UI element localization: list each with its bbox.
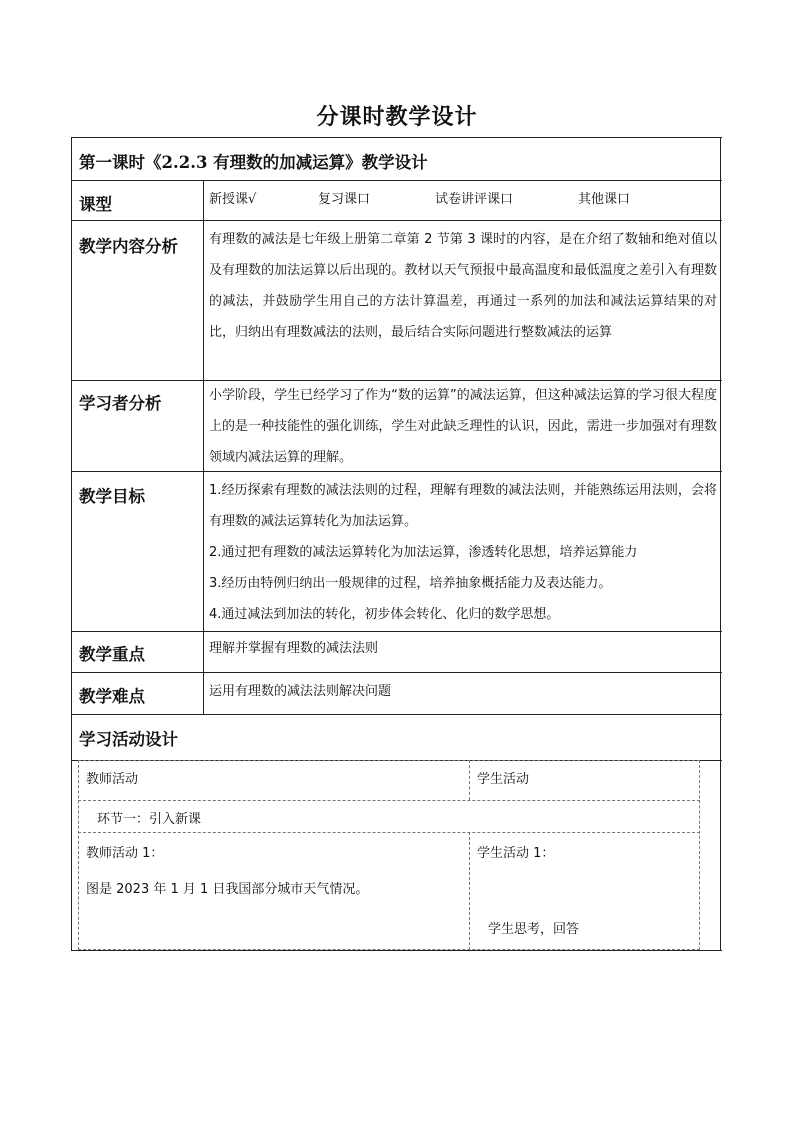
activity-design-heading: 学习活动设计 bbox=[79, 730, 178, 749]
difficulties-text: 运用有理数的减法法则解决问题 bbox=[209, 684, 392, 699]
objectives-label: 教学目标 bbox=[79, 487, 145, 506]
content-analysis-text: 有理数的减法是七年级上册第二章第 2 节第 3 课时的内容，是在介绍了数轴和绝对值以及有理数的加法运算以后出现的。教材以天气预报中最高温度和最低温度之差引入有理数的减法，并鼓励学生用自己的方法计算温差，再通过一系列的加法和减法运算结果的对比，归纳出有理数减法的法则，最后结合实际问题进行整数减法的运算 bbox=[209, 232, 717, 340]
teacher-activity-header: 教师活动 bbox=[86, 772, 139, 787]
course-type-label: 课型 bbox=[79, 195, 112, 214]
content-analysis-label: 教学内容分析 bbox=[79, 237, 178, 256]
option-review-lesson: 复习课口 bbox=[318, 192, 371, 207]
objective-item: 1.经历探索有理数的减法法则的过程，理解有理数的减法法则，并能熟练运用法则，会将有理数的减法运算转化为加法运算。 bbox=[209, 483, 717, 529]
student-activity-header: 学生活动 bbox=[477, 772, 530, 787]
option-test-review-lesson: 试卷讲评课口 bbox=[435, 192, 514, 207]
row-divider bbox=[71, 180, 722, 181]
learner-analysis-text: 小学阶段，学生已经学习了作为“数的运算”的减法运算，但这种减法运算的学习很大程度上的是一种技能性的强化训练，学生对此缺乏理性的认识，因此，需进一步加强对有理数领域内减法运算的理解。 bbox=[209, 388, 717, 465]
activity-row-divider bbox=[78, 800, 700, 801]
activity-column-divider bbox=[469, 760, 470, 800]
table-top-border bbox=[71, 137, 722, 138]
row-divider bbox=[71, 220, 722, 221]
teacher-activity-1-text: 图是 2023 年 1 月 1 日我国部分城市天气情况。 bbox=[86, 882, 369, 897]
table-bottom-border bbox=[71, 950, 722, 951]
row-divider bbox=[71, 631, 722, 632]
teacher-activity-1-title: 教师活动 1： bbox=[86, 846, 164, 861]
key-points-label: 教学重点 bbox=[79, 645, 145, 664]
difficulties-label: 教学难点 bbox=[79, 687, 145, 706]
row-divider bbox=[71, 714, 722, 715]
objectives-list bbox=[209, 475, 717, 630]
option-new-lesson: 新授课√ bbox=[209, 192, 257, 207]
page-title: 分课时教学设计 bbox=[316, 104, 478, 130]
learner-analysis-label: 学习者分析 bbox=[79, 394, 162, 413]
activity-column-divider bbox=[469, 832, 470, 950]
objective-item: 4.通过减法到加法的转化，初步体会转化、化归的数学思想。 bbox=[209, 607, 560, 622]
lesson-heading: 第一课时《2.2.3 有理数的加减运算》教学设计 bbox=[79, 153, 428, 172]
student-activity-1-text: 学生思考，回答 bbox=[488, 922, 580, 937]
activity-table bbox=[78, 760, 700, 950]
column-divider bbox=[203, 180, 204, 714]
stage-one-label: 环节一：引入新课 bbox=[97, 812, 202, 827]
activity-row-divider bbox=[78, 832, 700, 833]
course-type-options bbox=[209, 188, 709, 210]
objective-item: 2.通过把有理数的减法运算转化为加法运算，渗透转化思想，培养运算能力 bbox=[209, 545, 638, 560]
objective-item: 3.经历由特例归纳出一般规律的过程，培养抽象概括能力及表达能力。 bbox=[209, 576, 612, 591]
student-activity-1-title: 学生活动 1： bbox=[477, 846, 555, 861]
row-divider bbox=[71, 672, 722, 673]
key-points-text: 理解并掌握有理数的减法法则 bbox=[209, 641, 379, 656]
option-other-lesson: 其他课口 bbox=[578, 192, 631, 207]
